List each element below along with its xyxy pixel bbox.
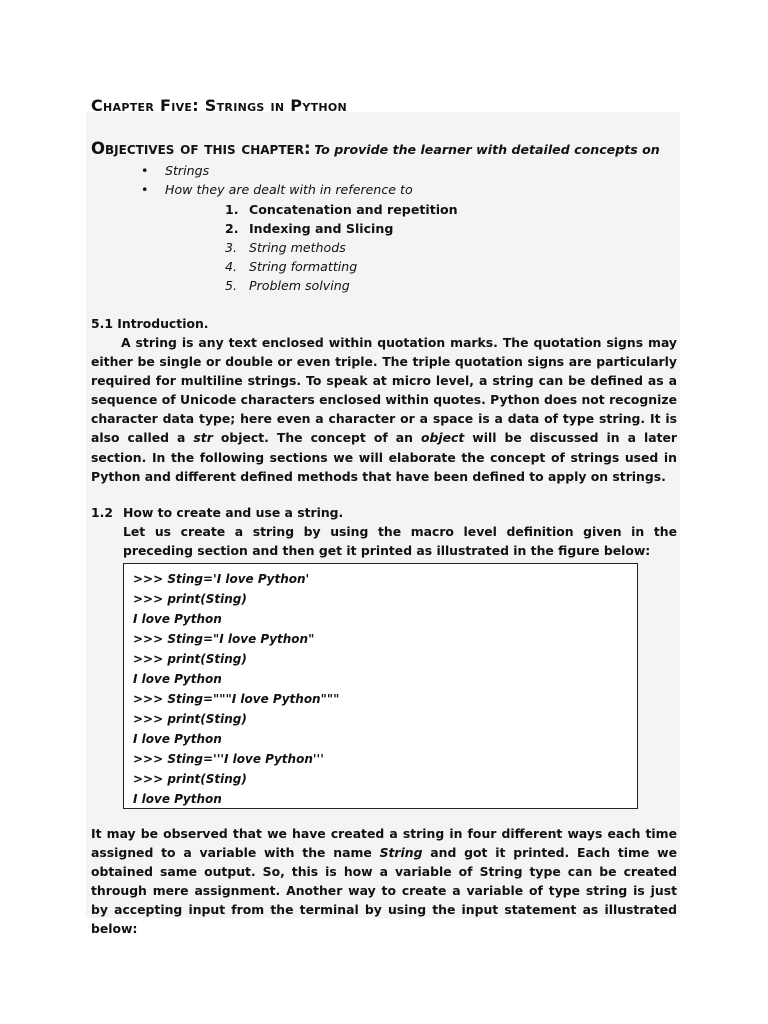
intro-paragraph: A string is any text enclosed within quotation marks. The quotation signs may either be single or double or even triple. The triple quotation signs are particularly required for multiline strings. To speak at micro level, a string can be defined as a sequence of Unicode characters enclosed within quotes. Python does not recognize character data type; here even a character or a space is a data of type string. It is also called a str object. The concept of an object will be discussed in a later section. In the following sections we will elaborate the concept of strings used in Python and different defined methods that have been defined to apply on strings. bbox=[91, 335, 678, 484]
numbered-item: 1. Concatenation and repetition bbox=[225, 202, 458, 217]
code-line: >>> print(Sting) bbox=[133, 772, 247, 786]
code-example-box bbox=[123, 563, 638, 809]
chapter-title: Chapter Five: Strings in Python bbox=[91, 96, 348, 115]
bullet-item: • How they are dealt with in reference to bbox=[141, 182, 413, 197]
code-line: I love Python bbox=[133, 732, 222, 746]
code-line: I love Python bbox=[133, 612, 222, 626]
section-1-2-paragraph: Let us create a string by using the macro level definition given in the preceding section and then get it printed as illustrated in the figure below: bbox=[123, 524, 677, 559]
bullet-icon: • bbox=[141, 163, 149, 178]
numbered-item: 4. String formatting bbox=[225, 259, 358, 274]
objectives-numbered-list bbox=[225, 200, 458, 295]
code-line: I love Python bbox=[133, 792, 222, 806]
bullet-icon: • bbox=[141, 182, 149, 197]
scan-margin bbox=[0, 112, 86, 307]
code-line: >>> print(Sting) bbox=[133, 712, 247, 726]
code-line: >>> Sting='I love Python' bbox=[133, 572, 310, 586]
objectives-label: Objectives of this chapter: bbox=[91, 139, 311, 158]
objectives-text: To provide the learner with detailed concepts on bbox=[314, 142, 660, 157]
code-line: >>> Sting="""I love Python""" bbox=[133, 692, 340, 706]
section-heading-1-2: 1.2 How to create and use a string. bbox=[91, 505, 344, 520]
after-code-paragraph: It may be observed that we have created a string in four different ways each time assigned to a variable with the name String and got it printed. Each time we obtained same output. So, this is how a variable of String type can be created through mere assignment. Another way to create a variable of type string is just by accepting input from the terminal by using the input statement as illustrated below: bbox=[91, 826, 677, 937]
code-line: >>> print(Sting) bbox=[133, 592, 247, 606]
code-line: I love Python bbox=[133, 672, 222, 686]
numbered-item: 5. Problem solving bbox=[225, 278, 350, 293]
numbered-item: 2. Indexing and Slicing bbox=[225, 221, 394, 236]
section-heading-5-1: 5.1 Introduction. bbox=[91, 316, 209, 331]
code-line: >>> Sting='''I love Python''' bbox=[133, 752, 324, 766]
numbered-item: 3. String methods bbox=[225, 240, 346, 255]
code-line: >>> Sting="I love Python" bbox=[133, 632, 315, 646]
objectives-bullets bbox=[141, 161, 413, 199]
bullet-item: • Strings bbox=[141, 163, 210, 178]
code-line: >>> print(Sting) bbox=[133, 652, 247, 666]
objectives-line bbox=[91, 139, 660, 158]
